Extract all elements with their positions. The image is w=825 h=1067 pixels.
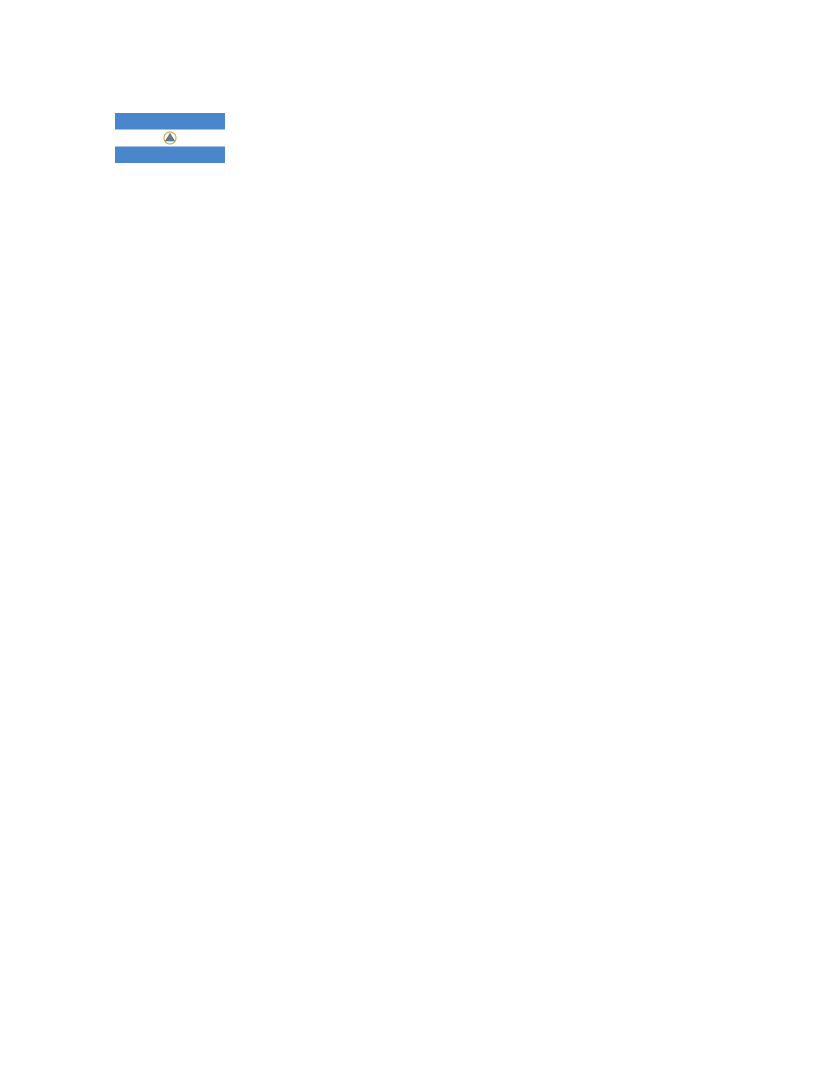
nicaragua-flag-icon xyxy=(115,113,225,163)
